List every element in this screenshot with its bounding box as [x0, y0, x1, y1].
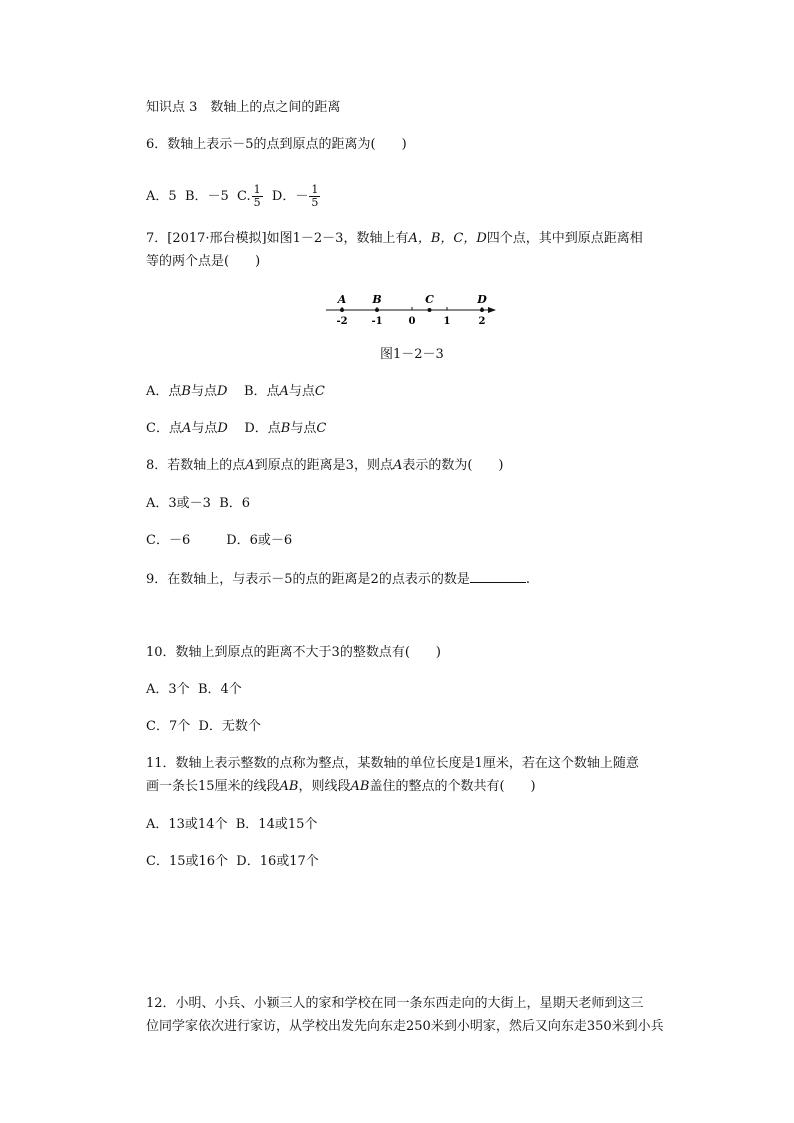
q6-option-d-numerator: 1: [311, 183, 319, 196]
q8-options-row2: [146, 533, 292, 549]
q10-option-d: D．无数个: [198, 719, 261, 734]
q6-option-c-fraction: [252, 184, 263, 209]
q11-stem-part2: ，则线段: [298, 779, 351, 794]
q6-stem: 6．数轴上表示－5的点到原点的距离为( ): [146, 137, 407, 152]
q6-option-a: A．5: [146, 189, 177, 204]
q8-stem-part3: 表示的数为( ): [402, 458, 504, 473]
q11-option-d: D．16或17个: [236, 854, 319, 869]
q8-option-c: C．－6: [146, 533, 191, 548]
q7-stem-line1: [146, 231, 643, 247]
q11-stem-line1: 11．数轴上表示整数的点称为整点，某数轴的单位长度是1厘米，若在这个数轴上随意: [146, 756, 639, 771]
q9-stem-end: .: [525, 572, 530, 587]
q11-stem-part3: 盖住的整点的个数共有( ): [369, 779, 536, 794]
tick-label: 0: [408, 316, 416, 327]
q8-stem: [146, 458, 504, 474]
q11-stem-part1: 画一条长15厘米的线段: [146, 779, 280, 794]
figure-caption: 图1－2－3: [380, 347, 444, 362]
q11-segment-ab-2: AB: [350, 779, 370, 794]
q10-options-row1: [146, 682, 242, 698]
tick-label: -2: [336, 316, 348, 327]
q8-option-a: A．3或－3: [146, 496, 211, 511]
q10-option-c: C．7个: [146, 719, 191, 734]
q6-option-d-denominator: 5: [311, 196, 319, 209]
number-line-arrow: [488, 307, 496, 313]
q6-option-d-fraction: [309, 184, 320, 209]
point-d: [480, 308, 484, 312]
number-line-figure: [0, 290, 794, 330]
q7-stem-part1: 7．[2017·邢台模拟]如图1－2－3，数轴上有: [146, 231, 409, 246]
tick-label: 1: [443, 316, 451, 327]
q6-option-c-prefix: C.: [237, 189, 251, 204]
q8-stem-part1: 8．若数轴上的点: [146, 458, 246, 473]
point-label-b: B: [372, 293, 382, 306]
q10-options-row2: [146, 719, 261, 735]
q7-option-c: C．点A与点D: [146, 421, 228, 436]
tick-label: -1: [371, 316, 383, 327]
point-a: [340, 308, 344, 312]
q11-option-c: C．15或16个: [146, 854, 229, 869]
q8-point-a-2: A: [392, 458, 403, 473]
q9-answer-blank[interactable]: [470, 570, 526, 583]
q6-option-d-prefix: D．－: [271, 189, 309, 204]
q8-point-a: A: [245, 458, 255, 473]
point-label-a: A: [337, 293, 347, 306]
q7-options-row1: [146, 384, 325, 400]
q7-stem-line2: 等的两个点是( ): [146, 254, 261, 269]
q6-option-c-denominator: 5: [253, 196, 261, 209]
q7-option-d: D．点B与点C: [244, 421, 327, 436]
point-b: [375, 308, 379, 312]
q7-stem-part2: 四个点，其中到原点距离相: [486, 231, 643, 246]
q11-segment-ab: AB: [279, 779, 299, 794]
q12-stem-line1: 12．小明、小兵、小颖三人的家和学校在同一条东西走向的大街上，星期天老师到这三: [146, 996, 644, 1011]
q7-stem-points: A，B，C，D: [408, 231, 487, 246]
q7-option-b: B．点A与点C: [243, 384, 325, 399]
q7-option-a: A．点B与点D: [146, 384, 228, 399]
q8-stem-part2: 到原点的距离是3，则点: [254, 458, 393, 473]
q11-option-b: B．14或15个: [235, 817, 318, 832]
section-title: 知识点 3 数轴上的点之间的距离: [146, 100, 341, 115]
point-c: [428, 308, 432, 312]
q10-option-b: B．4个: [197, 682, 242, 697]
q6-options: [146, 184, 321, 209]
q11-options-row2: [146, 854, 319, 870]
q7-options-row2: [146, 421, 326, 437]
q8-options-row1: [146, 496, 250, 512]
q10-option-a: A．3个: [146, 682, 190, 697]
point-label-c: C: [425, 293, 434, 306]
point-label-d: D: [477, 293, 487, 306]
q9-stem: [146, 570, 530, 588]
tick-label: 2: [478, 316, 486, 327]
q6-option-c-numerator: 1: [253, 183, 261, 196]
q6-option-b: B．－5: [184, 189, 229, 204]
q12-stem-line2: 位同学家依次进行家访，从学校出发先向东走250米到小明家，然后又向东走350米到小兵: [146, 1019, 664, 1034]
q8-option-b: B．6: [219, 496, 251, 511]
q11-option-a: A．13或14个: [146, 817, 228, 832]
q10-stem: 10．数轴上到原点的距离不大于3的整数点有( ): [146, 645, 441, 660]
q8-option-d: D．6或－6: [226, 533, 293, 548]
q9-stem-text: 9．在数轴上，与表示－5的点的距离是2的点表示的数是: [146, 572, 470, 587]
q11-stem-line2: [146, 779, 536, 795]
q11-options-row1: [146, 817, 317, 833]
